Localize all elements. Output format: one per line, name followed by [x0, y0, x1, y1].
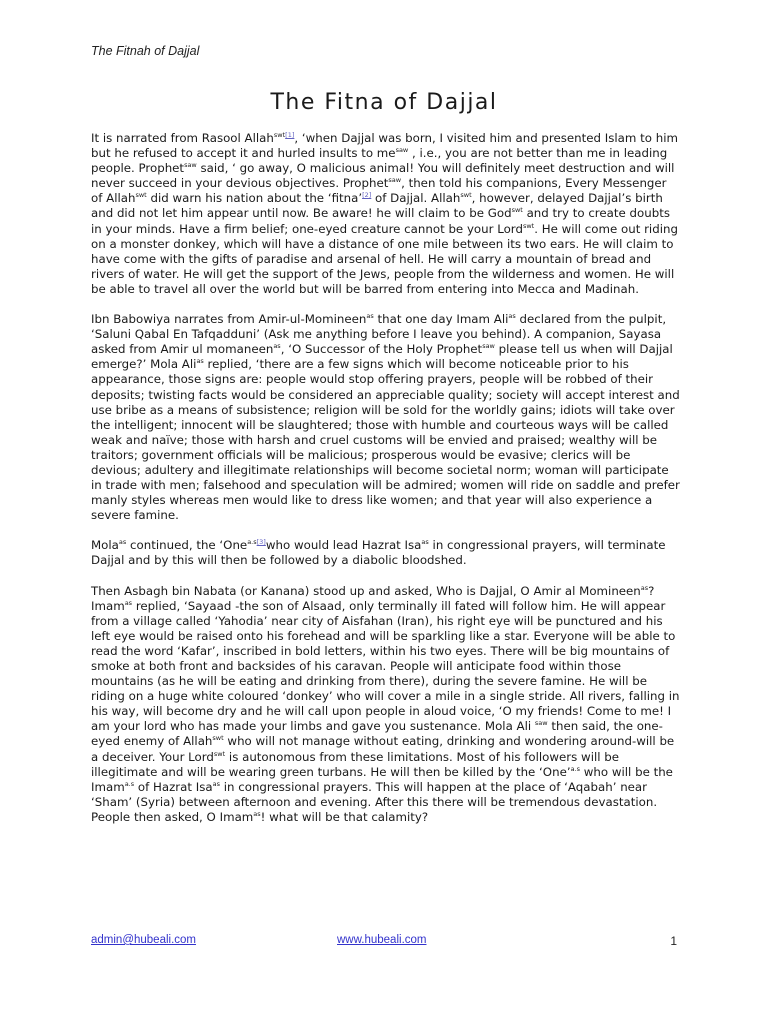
honorific-superscript: swt — [273, 131, 286, 139]
running-header: The Fitnah of Dajjal — [91, 44, 200, 58]
text-run: said, ‘ go away, O malicious animal! You will definitely meet destruction and will never succeed in your devious objectives. Prophet — [91, 161, 675, 191]
text-run: who will not manage without eating, drinking and wondering around-will be a deceiver. Your Lord — [91, 734, 675, 764]
text-run: , ‘O Successor of the Holy Prophet — [280, 342, 483, 357]
page-footer — [91, 934, 677, 950]
paragraph-2 — [91, 312, 681, 523]
text-run: It is narrated from Rasool Allah — [91, 131, 274, 145]
honorific-superscript: as — [508, 312, 516, 321]
honorific-superscript: saw — [534, 719, 548, 728]
document-body — [91, 131, 681, 840]
website-link[interactable]: www.hubeali.com — [337, 934, 427, 946]
text-run: declared from the pulpit, ‘Saluni Qabal En Tafqadduni’ (Ask me anything before I leave you behind). A companion, Sayasa asked from Amir ul momaneen — [91, 312, 667, 357]
honorific-superscript: swt — [522, 221, 535, 230]
honorific-superscript: swt — [135, 191, 147, 200]
honorific-superscript: as — [124, 598, 133, 607]
footnote-reference-link[interactable]: [3] — [256, 538, 266, 547]
honorific-superscript: as — [366, 312, 374, 321]
paragraph-3 — [91, 538, 681, 568]
honorific-superscript: saw — [388, 176, 402, 185]
text-run: continued, the ‘One — [126, 538, 248, 553]
text-run: that one day Imam Ali — [373, 312, 509, 327]
footnote-reference-link[interactable]: [2] — [362, 191, 372, 200]
text-run: did warn his nation about the ‘fitna’ — [146, 191, 363, 206]
text-run: Ibn Babowiya narrates from Amir-ul-Momineen — [91, 312, 367, 327]
text-run: in congressional prayers, will terminate Dajjal and by this will then be followed by a diabolic bloodshed. — [91, 538, 666, 568]
text-run: replied, ‘there are a few signs which will become noticeable prior to his appearance, those signs are: people would stop offering prayers, people will be robbed of their deposits; twisting facts would be considered an appreciable quality; society will accept interest and use bribe as a means of subsistence; religion will be sold for the worldly gains; idiots will take over the intelligent; innocent will be slaughtered; those with humble and courteous ways will be called weak and naïve; those with harsh and cruel customs will be envied and praised; wealthy will be traitors; government officials will be malicious; prosperous would be evasive; clerics will be devious; adultery and illegitimate relationships will become societal norm; woman will participate in trade with men; falsehood and speculation will be admired; women will ride on saddle and prefer manly styles whereas men would like to dress like women; and that year will also experience a severe famine. — [91, 357, 680, 523]
text-run: who would lead Hazrat Isa — [265, 538, 422, 553]
honorific-superscript: as — [212, 779, 220, 788]
text-run: , ‘when Dajjal was born, I visited him and presented Islam to him but he refused to accept it and hurled insults to me — [91, 131, 678, 161]
footnote-reference-link[interactable]: [1] — [285, 131, 295, 139]
honorific-superscript: saw — [395, 146, 409, 155]
paragraph-4 — [91, 584, 681, 826]
text-run: . He will come out riding on a monster donkey, which will have a distance of one mile between its two ears. He will claim to have come with the gifts of paradise and arsenal of hell. He will carry a mountain of bread and rivers of water. He will get the support of the Jews, people from the wilderness and women. He will be able to travel all over the world but will be barred from entering into Mecca and Madinah. — [91, 221, 678, 296]
paragraph-1 — [91, 131, 681, 297]
honorific-superscript: as — [253, 809, 261, 818]
text-run: of Dajjal. Allah — [371, 191, 461, 206]
honorific-superscript: swt — [212, 734, 224, 743]
text-run: , however, delayed Dajjal’s birth and did not let him appear until now. Be aware! he will claim to be God — [91, 191, 663, 221]
honorific-superscript: saw — [184, 161, 197, 170]
text-run: ? Imam — [91, 583, 655, 613]
honorific-superscript: as — [273, 342, 281, 351]
text-run: and try to create doubts in your minds. Have a firm belief; one-eyed creature cannot be your Lord — [91, 206, 670, 236]
honorific-superscript: swt — [511, 206, 523, 215]
honorific-superscript: swt — [213, 749, 226, 758]
text-run: who will be the Imam — [91, 764, 673, 794]
honorific-superscript: saw — [482, 342, 495, 351]
text-run: replied, ‘Sayaad -the son of Alsaad, only terminally ill fated will follow him. He will appear from a village called ‘Yahodia’ near city of Aisfahan (Iran), his right eye will be punctured and his left eye would be raised onto his forehead and will be sparkling like a star. Everyone will be able to read the word ‘Kafar’, inscribed in bold letters, within his two eyes. There will be big mountains of smoke at both front and backsides of his caravan. People will anticipate food within those mountains (as he will be eating and drinking from there), during the severe famine. He will be riding on a huge white coloured ‘donkey’ who will cover a mile in a single stride. All rivers, falling in his way, will become dry and he will call upon people in aloud voice, ‘O my friends! Come to me! I am your lord who has made your limbs and gave you sustenance. Mola Ali — [91, 598, 680, 734]
honorific-superscript: a.s — [124, 779, 135, 788]
text-run: Then Asbagh bin Nabata (or Kanana) stood up and asked, Who is Dajjal, O Amir al Momineen — [91, 583, 641, 598]
page-number: 1 — [670, 934, 677, 948]
honorific-superscript: as — [421, 538, 429, 547]
text-run: , then told his companions, Every Messenger of Allah — [91, 176, 667, 206]
text-run: in congressional prayers. This will happen at the place of ‘Aqabah’ near ‘Sham’ (Syria) between afternoon and evening. After this there will be tremendous devastation. People then asked, O Imam — [91, 779, 658, 824]
text-run: Mola — [91, 538, 119, 553]
honorific-superscript: as — [118, 538, 127, 547]
honorific-superscript: swt — [460, 191, 472, 200]
text-run: is autonomous from these limitations. Most of his followers will be illegitimate and will be wearing green turbans. He will then be killed by the ‘One’ — [91, 749, 620, 779]
honorific-superscript: as — [196, 357, 204, 366]
text-run: ! what will be that calamity? — [260, 809, 429, 824]
text-run: , i.e., you are not better than me in leading people. Prophet — [91, 146, 668, 176]
honorific-superscript: a.s — [570, 764, 581, 773]
text-run: then said, the one-eyed enemy of Allah — [91, 719, 663, 749]
text-run: of Hazrat Isa — [134, 779, 213, 794]
honorific-superscript: as — [640, 583, 649, 592]
email-link[interactable]: admin@hubeali.com — [91, 934, 197, 946]
honorific-superscript: a.s — [247, 538, 257, 547]
page-title: The Fitna of Dajjal — [270, 90, 498, 115]
text-run: please tell us when will Dajjal emerge?’ Mola Ali — [91, 342, 673, 372]
